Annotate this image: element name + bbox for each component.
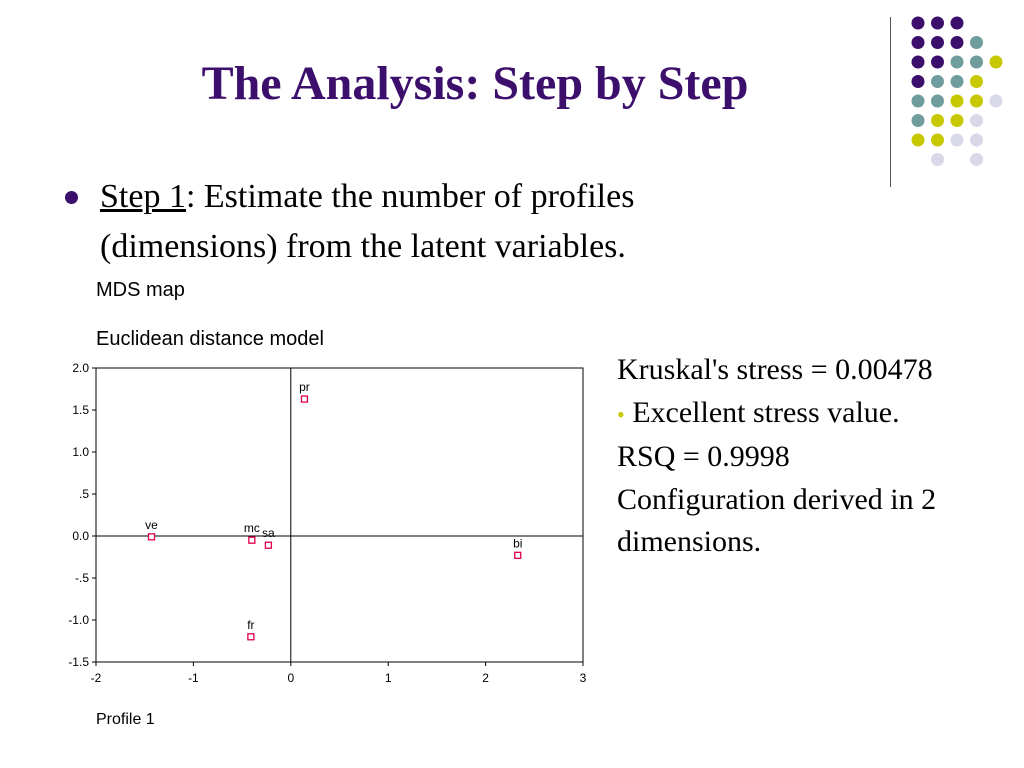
- plot-frame: [96, 368, 583, 662]
- y-tick-label: 1.5: [72, 403, 89, 417]
- decorative-dot: [970, 75, 983, 88]
- decorative-dot: [951, 75, 964, 88]
- x-tick-label: 2: [482, 671, 489, 685]
- decorative-dot: [931, 114, 944, 127]
- data-label-fr: fr: [247, 617, 255, 632]
- y-tick-label: -1.5: [68, 655, 89, 669]
- data-point-sa: [265, 542, 271, 548]
- decorative-dot: [912, 17, 925, 30]
- step-text-line1: : Estimate the number of profiles: [185, 178, 635, 215]
- y-tick-label: -1.0: [68, 613, 89, 627]
- data-label-sa: sa: [262, 526, 275, 541]
- data-point-mc: [249, 537, 255, 543]
- decorative-dot: [912, 36, 925, 49]
- y-tick-label: -.5: [74, 571, 89, 585]
- data-label-pr: pr: [299, 380, 310, 395]
- x-tick-label: -1: [188, 671, 199, 685]
- decorative-dot: [990, 56, 1003, 69]
- decorative-dot: [970, 153, 983, 166]
- x-tick-label: 3: [579, 671, 587, 685]
- step-text-line2: (dimensions) from the latent variables.: [100, 228, 626, 265]
- data-point-ve: [149, 534, 155, 540]
- decorative-dot: [951, 95, 964, 108]
- decorative-dot: [931, 36, 944, 49]
- decorative-dot: [931, 17, 944, 30]
- chart-subtitle: Euclidean distance model: [96, 328, 324, 350]
- decorative-dot: [931, 134, 944, 147]
- x-tick-label: 1: [384, 671, 392, 685]
- rsq-line: RSQ = 0.9998: [617, 440, 790, 473]
- decorative-dot: [951, 17, 964, 30]
- y-tick-label: 2.0: [72, 361, 89, 375]
- x-tick-label: -2: [90, 671, 102, 685]
- y-tick-label: 0.0: [72, 529, 89, 543]
- decorative-dot: [970, 56, 983, 69]
- data-point-bi: [515, 552, 521, 558]
- data-label-ve: ve: [145, 517, 158, 532]
- configuration-line: Configuration derived in 2: [617, 482, 937, 516]
- x-tick-label: 0: [287, 671, 295, 685]
- decorative-dot: [931, 153, 944, 166]
- decorative-dot: [951, 36, 964, 49]
- chart-title: MDS map: [96, 279, 185, 301]
- data-label-mc: mc: [243, 521, 260, 536]
- stress-quality-text: Excellent stress value.: [632, 395, 900, 429]
- decorative-dot: [970, 36, 983, 49]
- decorative-dot: [951, 114, 964, 127]
- decorative-dot: [951, 134, 964, 147]
- stress-stats-block: [617, 349, 1012, 564]
- data-point-pr: [301, 396, 307, 402]
- dimensions-line: dimensions.: [617, 525, 762, 558]
- data-point-fr: [248, 634, 254, 640]
- step-label: Step 1: [100, 178, 186, 215]
- stress-line: Kruskal's stress = 0.00478: [617, 353, 933, 386]
- decorative-dot: [990, 95, 1003, 108]
- data-label-bi: bi: [513, 536, 523, 551]
- y-tick-label: 1.0: [72, 445, 89, 459]
- decorative-dot: [951, 56, 964, 69]
- decorative-dot: [970, 134, 983, 147]
- decorative-dot: [970, 95, 983, 108]
- decorative-dot: [970, 114, 983, 127]
- x-axis-label: Profile 1: [96, 711, 155, 728]
- stress-quality-line: [617, 392, 1012, 437]
- decorative-dot: [912, 134, 925, 147]
- y-tick-label: .5: [78, 487, 89, 501]
- small-bullet-icon: •: [617, 401, 625, 427]
- slide-title: The Analysis: Step by Step: [201, 57, 749, 110]
- decorative-dot: [912, 114, 925, 127]
